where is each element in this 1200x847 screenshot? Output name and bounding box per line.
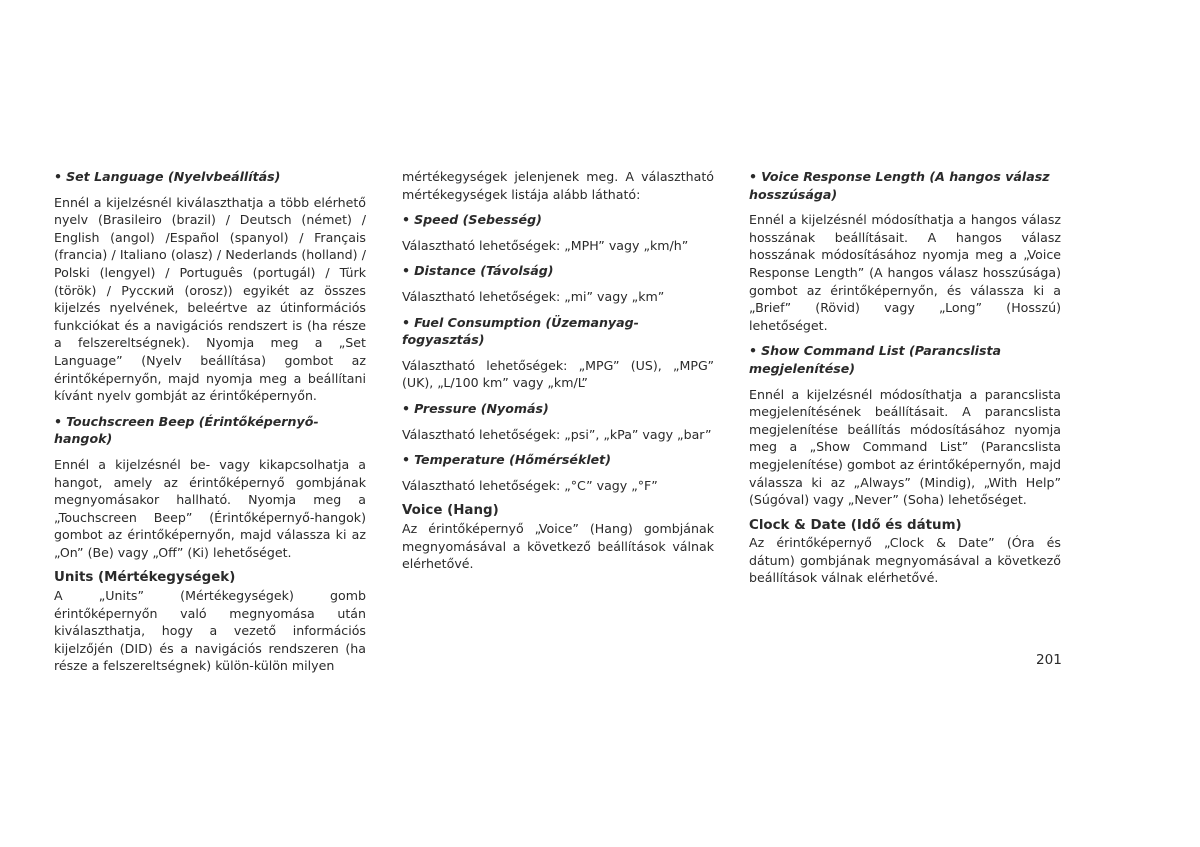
speed-text: Választható lehetőségek: „MPH” vagy „km/h”	[402, 237, 689, 253]
fuel-consumption-text: Választható lehetőségek: „MPG” (US), „MPG” (UK), „L/100 km” vagy „km/L”	[402, 357, 714, 391]
fuel-consumption-heading: • Fuel Consumption (Üzemanyag-fogyasztás)	[402, 314, 639, 348]
pressure-text: Választható lehetőségek: „psi”, „kPa” vagy „bar”	[402, 426, 712, 442]
distance-title: Distance (Távolság)	[414, 263, 554, 279]
touchscreen-beep-heading: • Touchscreen Beep (Érintőképernyő-hangok)	[54, 413, 319, 447]
units-text: A „Units” (Mértékegységek) gomb érintőképernyőn való megnyomása után kiválaszthatja, hogy a vezető információs kijelzőjén (DID) és a navigációs rendszeren (ha része a felszereltségnek) külön-külön milyen	[54, 588, 366, 674]
page-number: 201	[1036, 652, 1062, 668]
units-heading: Units (Mértékegységek)	[54, 570, 236, 586]
voice-text: Az érintőképernyő „Voice” (Hang) gombjának megnyomásával a következő beállítások válnak elérhetővé.	[402, 520, 714, 572]
speed-heading: • Speed (Sebesség)	[402, 212, 542, 228]
set-language-text: Ennél a kijelzésnél kiválaszthatja a több elérhető nyelv (Brasileiro (brazil) / Deutsch (német) / English (angol) /Español (spanyol) / Français (francia) / Italiano (olasz) / Nederlands (holland) / Polski (lengyel) / Português (portugál) / Türk (török) / Русский (orosz)) egyikét az összes kijelzés nyelvének, beleértve az útinformációs funkciókat és a navigációs rendszert is (ha része a felszereltségnek). Nyomja meg a „Set Language” (Nyelv beállítása) gombot az érintőképernyőn, majd nyomja meg a beállítani kívánt nyelv gombját az érintőképernyőn.	[54, 194, 366, 404]
show-command-list-text: Ennél a kijelzésnél módosíthatja a parancslista megjelenítésének beállításait. A parancslista megjelenítése beállítás módosításához nyomja meg a „Show Command List” (Parancslista megjelenítése) gombot az érintőképernyőn, majd válassza ki az „Always” (Mindig), „With Help” (Súgóval) vagy „Never” (Soha) lehetőséget.	[749, 386, 1061, 508]
clock-date-text: Az érintőképernyő „Clock & Date” (Óra és dátum) gombjának megnyomásával a következő beállítások válnak elérhetővé.	[749, 535, 1061, 586]
distance-heading: • Distance (Távolság)	[402, 263, 554, 279]
pressure-title: Pressure (Nyomás)	[414, 400, 549, 416]
voice-heading: Voice (Hang)	[402, 503, 499, 519]
column-right	[749, 168, 1061, 595]
temperature-title: Temperature (Hőmérséklet)	[414, 452, 611, 468]
units-intro-text: mértékegységek jelenjenek meg. A választható mértékegységek listája alább látható:	[402, 169, 714, 202]
pressure-heading: • Pressure (Nyomás)	[402, 400, 549, 416]
voice-response-length-heading: • Voice Response Length (A hangos válasz hosszúsága)	[749, 169, 1050, 202]
set-language-title: Set Language (Nyelvbeállítás)	[66, 169, 281, 184]
show-command-list-heading: • Show Command List (Parancslista megjelenítése)	[749, 343, 1001, 376]
touchscreen-beep-title: Touchscreen Beep (Érintőképernyő-hangok)	[54, 413, 319, 447]
temperature-text: Választható lehetőségek: „°C” vagy „°F”	[402, 477, 658, 493]
touchscreen-beep-text: Ennél a kijelzésnél be- vagy kikapcsolhatja a hangot, amely az érintőképernyő gombjának megnyomásakor hallható. Nyomja meg a „Touchscreen Beep” (Érintőképernyő-hangok) gombot az érintőképernyőn, majd válassza ki az „On” (Be) vagy „Off” (Ki) lehetőséget.	[54, 456, 366, 560]
speed-title: Speed (Sebesség)	[414, 212, 542, 228]
column-left	[54, 168, 366, 683]
clock-date-heading: Clock & Date (Idő és dátum)	[749, 517, 962, 533]
fuel-consumption-title: Fuel Consumption (Üzemanyag-fogyasztás)	[402, 314, 639, 348]
distance-text: Választható lehetőségek: „mi” vagy „km”	[402, 288, 665, 304]
voice-response-length-title: Voice Response Length (A hangos válasz hosszúsága)	[749, 169, 1050, 202]
set-language-heading: • Set Language (Nyelvbeállítás)	[54, 169, 281, 184]
temperature-heading: • Temperature (Hőmérséklet)	[402, 452, 611, 468]
show-command-list-title: Show Command List (Parancslista megjelenítése)	[749, 343, 1001, 376]
column-middle	[402, 168, 714, 581]
voice-response-length-text: Ennél a kijelzésnél módosíthatja a hangos válasz hosszának beállításait. A hangos válasz hosszának módosításához nyomja meg a „Voice Response Length” (A hangos válasz hosszúsága) gombot az érintőképernyőn, és válassza ki a „Brief” (Rövid) vagy „Long” (Hosszú) lehetőséget.	[749, 212, 1061, 333]
